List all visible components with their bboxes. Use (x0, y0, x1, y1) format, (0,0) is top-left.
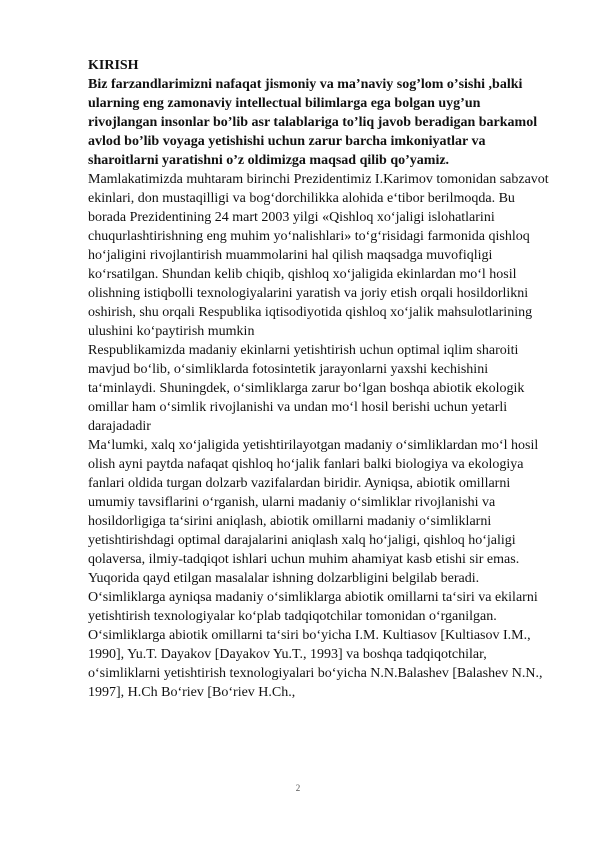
paragraph-1: Mamlakatimizda muhtaram birinchi Prezidentimiz I.Karimov tomonidan sabzavot ekinlari, don mustaqilligi va bogʻdorchilikka alohida eʻtibor berilmoqda. Bu borada Prezidentining 24 mart 2003 yilgi «Qishloq xoʻjaligi islohatlarini chuqurlashtirishning eng muhim yoʻnalishlari» toʻgʻrisidagi farmonida qishloq hoʻjaligini rivojlantirish muammolarini hal qilish maqsadga muvofiqligi koʻrsatilgan. Shundan kelib chiqib, qishloq xoʻjaligida ekinlardan moʻl hosil olishning istiqbolli texnologiyalarini yaratish va joriy etish orqali hosildorlikni oshirish, shu orqali Respublika iqtisodiyotida qishloq xoʻjalik mahsulotlarining ulushini koʻpaytirish mumkin (88, 172, 549, 339)
page-number: 2 (295, 783, 301, 793)
paragraph-2: Respublikamizda madaniy ekinlarni yetishtirish uchun optimal iqlim sharoiti mavjud boʻlib, oʻsimliklarda fotosintetik jarayonlarni yaxshi kechishini taʻminlaydi. Shuningdek, oʻsimliklarga zarur boʻlgan boshqa abiotik ekologik omillar ham oʻsimlik rivojlanishi va undan moʻl hosil berishi uchun yetarli darajadadir (88, 343, 525, 434)
document-body (88, 56, 553, 702)
paragraph-3: Maʻlumki, xalq xoʻjaligida yetishtirilayotgan madaniy oʻsimliklardan moʻl hosil olish ayni paytda nafaqat qishloq hoʻjalik fanlari balki biologiya va ekologiya fanlari oldida turgan dolzarb vazifalardan biridir. Ayniqsa, abiotik omillarni umumiy tavsiflarini oʻrganish, ularni madaniy oʻsimliklar rivojlanishi va hosildorligiga taʻsirini aniqlash, abiotik omillarni madaniy oʻsimliklarni yetishtirishdagi optimal darajalarini aniqlash xalq hoʻjaligi, qishloq hoʻjaligi qolaversa, ilmiy-tadqiqot ishlari uchun muhim ahamiyat kasb etishi sir emas. Yuqorida qayd etilgan masalalar ishning dolzarbligini belgilab beradi. (88, 438, 539, 586)
lead-paragraph: Biz farzandlarimizni nafaqat jismoniy va maʼnaviy sogʼlom oʼsishi ,balki ularning eng zamonaviy intellectual bilimlarga ega bolgan uygʼun rivojlangan insonlar boʼlib asr talablariga toʼliq javob beradigan barkamol avlod boʼlib voyaga yetishishi uchun zarur barcha imkoniyatlar va sharoitlarni yaratishni oʼz oldimizga maqsad qilib qoʼyamiz. (88, 77, 538, 168)
document-heading: KIRISH (88, 58, 139, 73)
paragraph-4: Oʻsimliklarga ayniqsa madaniy oʻsimliklarga abiotik omillarni taʻsiri va ekilarni yetishtirish texnologiyalar koʻplab tadqiqotchilar tomonidan oʻrganilgan. Oʻsimliklarga abiotik omillarni taʻsiri boʻyicha I.M. Kultiasov [Kultiasov I.M., 1990], Yu.T. Dayakov [Dayakov Yu.T., 1993] va boshqa tadqiqotchilar, oʻsimliklarni yetishtirish texnologiyalari boʻyicha N.N.Balashev [Balashev N.N., 1997], H.Ch Boʻriev [Boʻriev H.Ch., (88, 590, 543, 700)
